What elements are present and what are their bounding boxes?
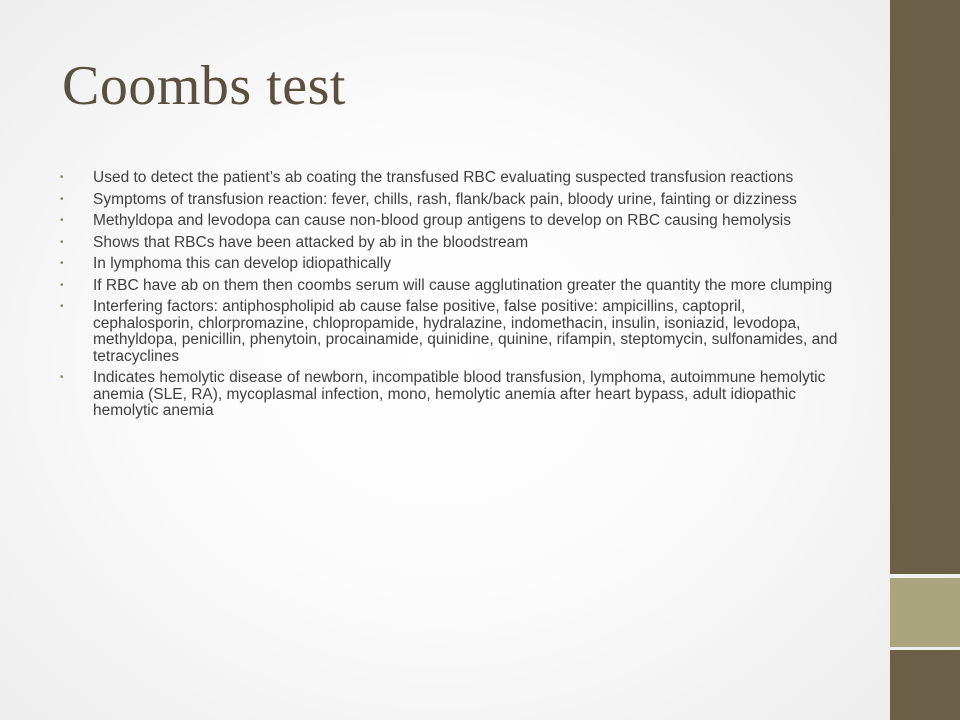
bullet-item <box>60 256 850 273</box>
bullet-icon: • <box>60 372 64 383</box>
bullet-item <box>60 192 850 209</box>
bullet-item <box>60 170 850 187</box>
sidebar-accent-block <box>890 578 960 647</box>
bullet-item <box>60 213 850 230</box>
bullet-icon: • <box>60 301 64 312</box>
bullet-icon: • <box>60 279 64 291</box>
sidebar-bottom-block <box>890 650 960 720</box>
decorative-sidebar <box>890 0 960 720</box>
bullet-item <box>60 299 850 365</box>
bullet-item <box>60 235 850 252</box>
bullet-text: Interfering factors: antiphospholipid ab cause false positive, false positive: ampicillins, captopril, cephalosporin, chlorpromazine, chlopropamide, hydralazine, indomethacin, insulin, isoniazid, levodopa, methyldopa, penicillin, phenytoin, procainamide, quinidine, quinine, rifampin, steptomycin, sulfonamides, and tetracyclines <box>93 298 838 365</box>
bullet-text: Methyldopa and levodopa can cause non-blood group antigens to develop on RBC causing hemolysis <box>93 212 791 229</box>
bullet-item <box>60 370 850 420</box>
bullet-text: Symptoms of transfusion reaction: fever, chills, rash, flank/back pain, bloody urine, fainting or dizziness <box>93 190 797 208</box>
sidebar-top-block <box>890 0 960 574</box>
bullet-list <box>60 170 850 425</box>
bullet-text: If RBC have ab on them then coombs serum will cause agglutination greater the quantity the more clumping <box>93 276 833 294</box>
bullet-icon: • <box>60 193 64 205</box>
bullet-text: In lymphoma this can develop idiopathically <box>93 255 392 272</box>
bullet-icon: • <box>60 172 64 183</box>
bullet-text: Shows that RBCs have been attacked by ab in the bloodstream <box>93 233 529 251</box>
bullet-icon: • <box>60 215 64 226</box>
slide-title: Coombs test <box>62 55 346 117</box>
bullet-icon: • <box>60 236 64 248</box>
bullet-text: Used to detect the patient’s ab coating the transfused RBC evaluating suspected transfusion reactions <box>93 169 794 186</box>
bullet-item <box>60 278 850 295</box>
bullet-icon: • <box>60 258 64 269</box>
bullet-text: Indicates hemolytic disease of newborn, incompatible blood transfusion, lymphoma, autoimmune hemolytic anemia (SLE, RA), mycoplasmal infection, mono, hemolytic anemia after heart bypass, adult idiopathic hemolytic anemia <box>93 369 826 419</box>
